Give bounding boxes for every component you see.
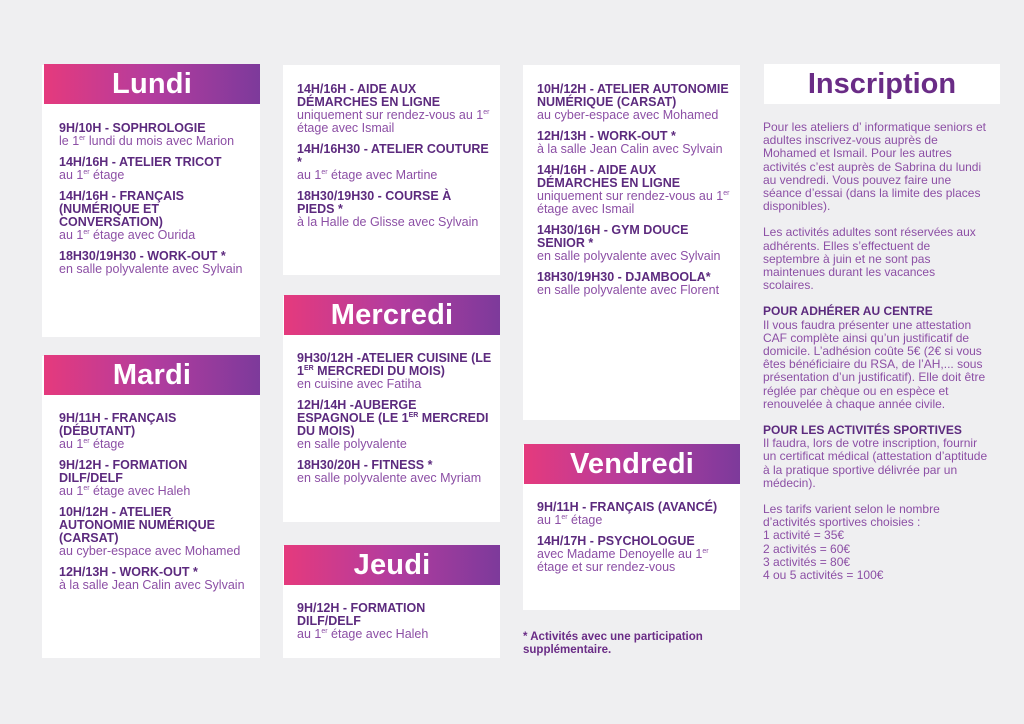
item-title: 18H30/19H30 - COURSE À PIEDS * — [297, 189, 452, 216]
item-desc: le 1er lundi du mois avec Marion — [59, 134, 235, 148]
mercredi-items — [297, 352, 492, 493]
list-item — [59, 250, 249, 276]
item-desc: au 1er étage — [59, 437, 125, 451]
item-desc: au 1er étage avec Ourida — [59, 228, 196, 242]
item-title: 14H/16H - AIDE AUX DÉMARCHES EN LIGNE — [537, 163, 681, 190]
tarifs — [763, 503, 988, 582]
mardi-items — [59, 412, 249, 600]
inscription-section — [763, 424, 988, 490]
item-desc: à la salle Jean Calin avec Sylvain — [537, 142, 723, 156]
item-desc: à la salle Jean Calin avec Sylvain — [59, 578, 245, 592]
item-desc: en cuisine avec Fatiha — [297, 377, 422, 391]
lundi-items — [59, 122, 249, 284]
list-item — [59, 506, 249, 558]
list-item — [297, 459, 492, 485]
item-title: 9H/10H - SOPHROLOGIE — [59, 121, 206, 135]
list-item — [537, 535, 732, 574]
section-heading: POUR ADHÉRER AU CENTRE — [763, 304, 933, 319]
item-desc: uniquement sur rendez-vous au 1er étage avec Ismail — [297, 108, 490, 135]
list-item — [537, 224, 732, 263]
item-title: 10H/12H - ATELIER AUTONOMIE NUMÉRIQUE (CARSAT) — [59, 505, 216, 545]
item-title: 14H/16H - AIDE AUX DÉMARCHES EN LIGNE — [297, 82, 441, 109]
item-title: 14H/16H30 - ATELIER COUTURE * — [297, 142, 489, 169]
item-desc: au cyber-espace avec Mohamed — [537, 108, 719, 122]
list-item — [297, 399, 492, 451]
day-banner-lundi: Lundi — [44, 64, 260, 104]
item-title: 12H/14H -AUBERGE ESPAGNOLE (LE 1ER MERCREDI DU MOIS) — [297, 398, 489, 438]
list-item — [537, 501, 732, 527]
item-desc: au 1er étage — [537, 513, 603, 527]
item-desc: au 1er étage avec Martine — [297, 168, 438, 182]
continuation-items — [297, 83, 492, 237]
list-item — [59, 412, 249, 451]
list-item — [297, 190, 492, 229]
inscription-paragraph: Pour les ateliers d’ informatique seniors et adultes inscrivez-vous auprès de Mohamed et Ismail. Pour les autres activités c’est auprès de Sabrina du lundi au vendredi. Vous pouvez faire une séance d’essai (dans la limite des places disponibles). — [763, 120, 986, 214]
item-desc: en salle polyvalente — [297, 437, 407, 451]
list-item — [59, 156, 249, 182]
day-banner-vendredi: Vendredi — [524, 444, 740, 484]
item-title: 10H/12H - ATELIER AUTONOMIE NUMÉRIQUE (CARSAT) — [537, 82, 729, 109]
list-item — [537, 271, 732, 297]
list-item — [537, 164, 732, 216]
item-title: 9H/12H - FORMATION DILF/DELF — [297, 601, 426, 628]
item-title: 9H30/12H -ATELIER CUISINE (LE 1ER MERCREDI DU MOIS) — [297, 351, 492, 378]
item-title: 12H/13H - WORK-OUT * — [537, 129, 676, 143]
item-title: 18H30/20H - FITNESS * — [297, 458, 433, 472]
list-item — [297, 602, 492, 641]
item-title: 9H/11H - FRANÇAIS (DÉBUTANT) — [59, 411, 177, 438]
day-banner-jeudi: Jeudi — [284, 545, 500, 585]
list-item — [297, 143, 492, 182]
list-item — [537, 83, 732, 122]
item-title: 14H/17H - PSYCHOLOGUE — [537, 534, 695, 548]
list-item — [59, 566, 249, 592]
day-banner-mardi: Mardi — [44, 355, 260, 395]
jeudi-continuation-items — [537, 83, 732, 305]
section-heading: POUR LES ACTIVITÉS SPORTIVES — [763, 423, 962, 438]
item-title: 18H30/19H30 - WORK-OUT * — [59, 249, 226, 263]
day-banner-mercredi: Mercredi — [284, 295, 500, 335]
item-desc: avec Madame Denoyelle au 1er étage et sur rendez-vous — [537, 547, 709, 574]
item-title: 12H/13H - WORK-OUT * — [59, 565, 198, 579]
tarif-line: 1 activité = 35€ — [763, 528, 845, 543]
item-title: 9H/11H - FRANÇAIS (AVANCÉ) — [537, 500, 718, 514]
list-item — [297, 83, 492, 135]
item-desc: uniquement sur rendez-vous au 1er étage avec Ismail — [537, 189, 730, 216]
item-desc: au 1er étage — [59, 168, 125, 182]
inscription-text — [763, 121, 988, 582]
jeudi-items — [297, 602, 492, 649]
list-item — [59, 122, 249, 148]
item-title: 18H30/19H30 - DJAMBOOLA* — [537, 270, 711, 284]
tarif-line: 2 activités = 60€ — [763, 541, 851, 556]
item-title: 14H30/16H - GYM DOUCE SENIOR * — [537, 223, 689, 250]
list-item — [297, 352, 492, 391]
section-text: Il vous faudra présenter une attestation CAF complète ainsi qu’un justificatif de domicile. L’adhésion coûte 5€ (2€ si vous êtes bénéficiaire du RSA, de l’AH,... sous présentation d’un justificatif). Elle doit être réglée par chèque ou en espèce et renouvelée à chaque année civile. — [763, 317, 986, 411]
item-desc: au 1er étage avec Haleh — [297, 627, 429, 641]
inscription-section — [763, 305, 988, 411]
footnote: * Activités avec une participation supplémentaire. — [523, 631, 703, 656]
item-desc: en salle polyvalente avec Florent — [537, 283, 720, 297]
section-text: Il faudra, lors de votre inscription, fournir un certificat médical (attestation d’aptitude à la pratique sportive délivrée par un médecin). — [763, 436, 988, 490]
item-desc: en salle polyvalente avec Sylvain — [537, 249, 721, 263]
inscription-title: Inscription — [764, 64, 1000, 104]
item-desc: au 1er étage avec Haleh — [59, 484, 191, 498]
vendredi-items — [537, 501, 732, 582]
tarif-line: 4 ou 5 activités = 100€ — [763, 568, 884, 583]
list-item — [59, 190, 249, 242]
item-desc: en salle polyvalente avec Sylvain — [59, 262, 243, 276]
inscription-paragraph: Les activités adultes sont réservées aux adhérents. Elles s’effectuent de septembre à juin et ne sont pas maintenues durant les vacances scolaires. — [763, 225, 976, 293]
item-desc: en salle polyvalente avec Myriam — [297, 471, 482, 485]
tarifs-intro: Les tarifs varient selon le nombre d’activités sportives choisies : — [763, 502, 940, 530]
list-item — [59, 459, 249, 498]
item-title: 14H/16H - FRANÇAIS (NUMÉRIQUE ET CONVERSATION) — [59, 189, 185, 229]
item-title: 14H/16H - ATELIER TRICOT — [59, 155, 222, 169]
item-title: 9H/12H - FORMATION DILF/DELF — [59, 458, 188, 485]
tarif-line: 3 activités = 80€ — [763, 554, 851, 569]
list-item — [537, 130, 732, 156]
item-desc: à la Halle de Glisse avec Sylvain — [297, 215, 479, 229]
item-desc: au cyber-espace avec Mohamed — [59, 544, 241, 558]
